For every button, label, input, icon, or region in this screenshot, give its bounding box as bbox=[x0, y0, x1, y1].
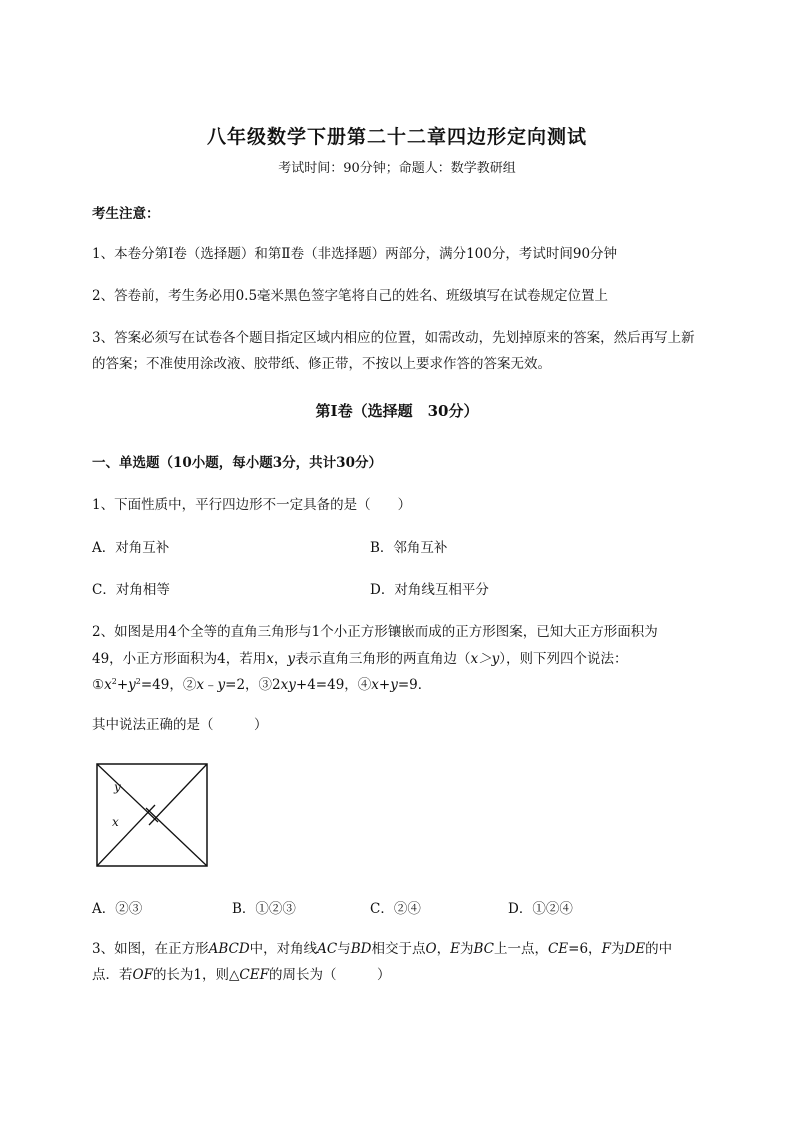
q2-line-2: 49，小正方形面积为4，若用x，y表示直角三角形的两直角边（x＞y），则下列四个说法： bbox=[92, 651, 628, 667]
pinwheel-square-figure bbox=[96, 763, 208, 867]
q1-option-d: D．对角线互相平分 bbox=[370, 582, 489, 598]
notice-item-3-line-1: 3、答案必须写在试卷各个题目指定区域内相应的位置，如需改动，先划掉原来的答案，然后再写上新 bbox=[92, 330, 695, 346]
triangle-edge-2 bbox=[149, 764, 207, 825]
exam-info: 考试时间：90分钟；命题人：数学教研组 bbox=[278, 161, 516, 176]
q3-line-2: 点．若OF的长为1，则△CEF的周长为（ ） bbox=[92, 967, 391, 983]
q2-line-1: 2、如图是用4个全等的直角三角形与1个小正方形镶嵌而成的正方形图案，已知大正方形面积为 bbox=[92, 624, 658, 640]
triangle-edge-1 bbox=[97, 764, 158, 822]
label-y: y bbox=[114, 780, 121, 794]
q2-option-b: B．①②③ bbox=[232, 901, 296, 917]
part-heading: 一、单选题（10小题，每小题3分，共计30分） bbox=[92, 455, 382, 471]
triangle-edge-3 bbox=[146, 808, 207, 866]
notice-item-1: 1、本卷分第Ⅰ卷（选择题）和第Ⅱ卷（非选择题）两部分，满分100分，考试时间90分钟 bbox=[92, 246, 618, 262]
notice-heading: 考生注意： bbox=[92, 206, 160, 222]
q2-option-c: C．②④ bbox=[370, 901, 421, 917]
q3-line-1: 3、如图，在正方形ABCD中，对角线AC与BD相交于点O，E为BC上一点，CE=6，F为DE的中 bbox=[92, 941, 673, 957]
page-title: 八年级数学下册第二十二章四边形定向测试 bbox=[206, 126, 587, 148]
q2-option-a: A．②③ bbox=[92, 901, 143, 917]
q1-option-b: B．邻角互补 bbox=[370, 540, 448, 556]
notice-item-3-line-2: 的答案；不准使用涂改液、胶带纸、修正带，不按以上要求作答的答案无效。 bbox=[92, 356, 551, 372]
notice-item-2: 2、答卷前，考生务必用0.5毫米黑色签字笔将自己的姓名、班级填写在试卷规定位置上 bbox=[92, 288, 609, 304]
q2-statements: $①x^2+y^2=49$，②x﹣y=2，③2xy+4=49，④x+y=9． bbox=[92, 677, 432, 693]
q1-stem: 1、下面性质中，平行四边形不一定具备的是（ ） bbox=[92, 497, 412, 513]
triangle-edge-4 bbox=[97, 805, 155, 866]
q2-option-d: D．①②④ bbox=[508, 901, 573, 917]
section-title: 第Ⅰ卷（选择题 30分） bbox=[315, 402, 479, 420]
q1-option-c: C．对角相等 bbox=[92, 582, 170, 598]
label-x: x bbox=[112, 815, 119, 829]
q1-option-a: A．对角互补 bbox=[92, 540, 170, 556]
q2-question: 其中说法正确的是（ ） bbox=[92, 717, 268, 733]
